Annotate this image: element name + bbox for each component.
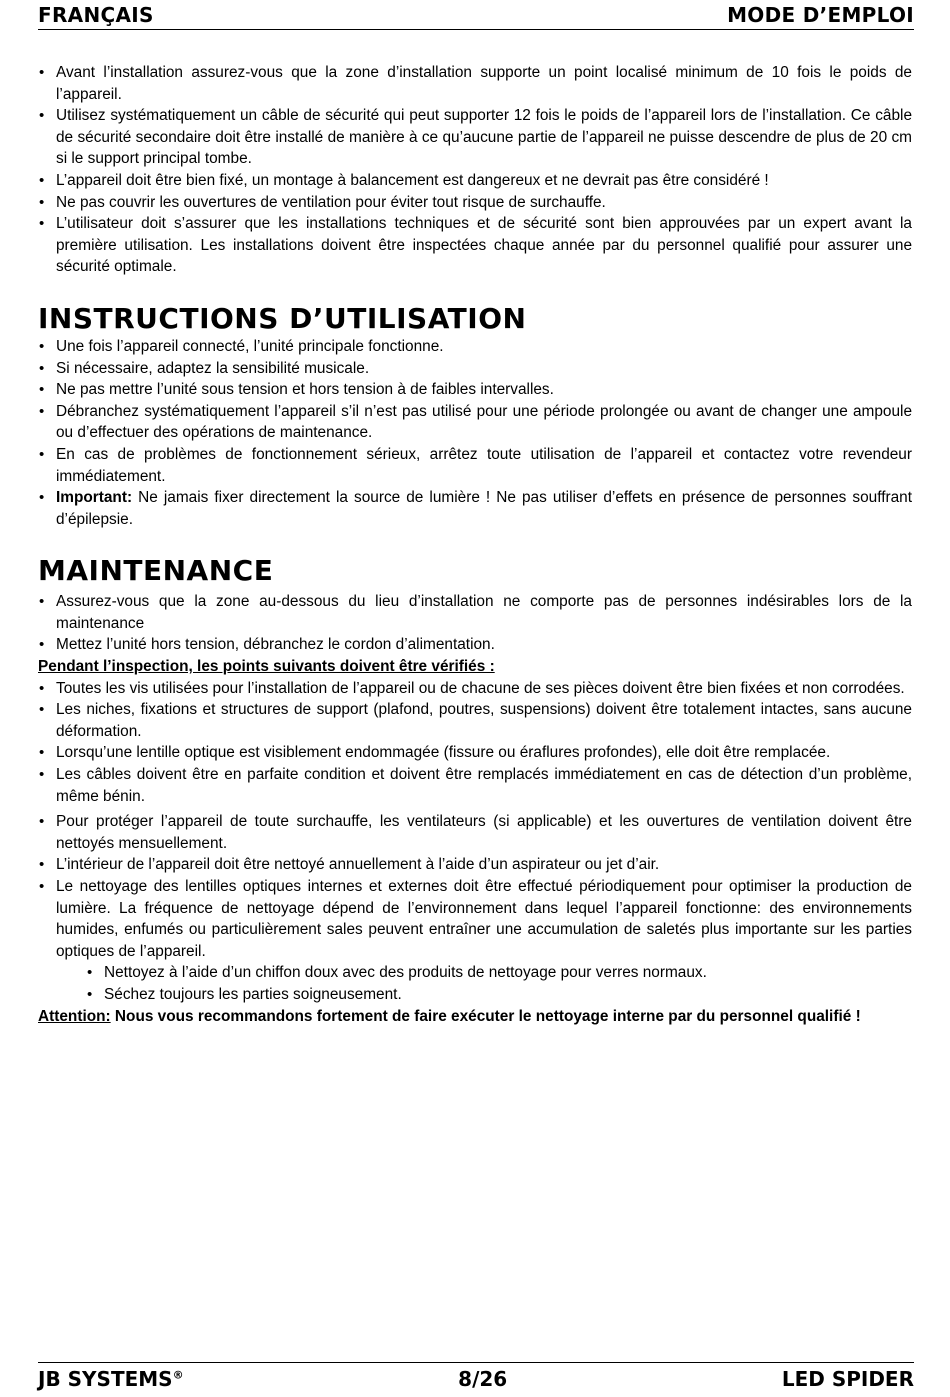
instructions-heading: INSTRUCTIONS D’UTILISATION — [38, 301, 527, 335]
header-language: FRANÇAIS — [38, 2, 154, 27]
intro-list — [38, 62, 912, 278]
list-item: • Une fois l’appareil connecté, l’unité principale fonctionne. — [38, 336, 912, 358]
maintenance-list — [38, 591, 912, 656]
footer-brand-wrap — [38, 1367, 184, 1391]
list-item: • Ne pas mettre l’unité sous tension et hors tension à de faibles intervalles. — [38, 379, 912, 401]
list-item: • L’intérieur de l’appareil doit être nettoyé annuellement à l’aide d’un aspirateur ou jet d’air. — [38, 854, 912, 876]
header-doc-type: MODE D’EMPLOI — [727, 2, 914, 27]
list-item: • Les câbles doivent être en parfaite condition et doivent être remplacés immédiatement en cas de détection d’un problème, même bénin. — [38, 764, 912, 807]
cleaning-list — [38, 811, 912, 962]
inspection-heading: Pendant l’inspection, les points suivants doivent être vérifiés : — [38, 658, 495, 676]
list-item: • Les niches, fixations et structures de support (plafond, poutres, suspensions) doivent être totalement intactes, sans aucune déformation. — [38, 699, 912, 742]
list-item: • L’appareil doit être bien fixé, un montage à balancement est dangereux et ne devrait pas être considéré ! — [38, 170, 912, 192]
list-item: • Le nettoyage des lentilles optiques internes et externes doit être effectué périodiquement pour optimiser la production de lumière. La fréquence de nettoyage dépend de l’environnement dans lequel l’appareil fonctionne: des environnements humides, enfumés ou particulièrement sales peuvent entraîner une accumulation de saletés plus importante sur les parties optiques de l’appareil. — [38, 876, 912, 962]
list-item: • L’utilisateur doit s’assurer que les installations techniques et de sécurité sont bien approuvées par un expert avant la première utilisation. Les installations doivent être inspectées chaque année par du personnel qualifié pour assurer une sécurité optimale. — [38, 213, 912, 278]
page-content — [38, 62, 912, 1027]
attention-label: Attention: — [38, 1007, 111, 1025]
registered-mark: ® — [172, 1368, 184, 1382]
list-item: • En cas de problèmes de fonctionnement sérieux, arrêtez toute utilisation de l’appareil et contactez votre revendeur immédiatement. — [38, 444, 912, 487]
sub-list-item: • Séchez toujours les parties soigneusement. — [86, 984, 912, 1006]
list-item: • Avant l’installation assurez-vous que la zone d’installation supporte un point localisé minimum de 10 fois le poids de l’appareil. — [38, 62, 912, 105]
attention-text: Nous vous recommandons fortement de faire exécuter le nettoyage interne par du personnel qualifié ! — [110, 1007, 861, 1025]
sub-list-item: • Nettoyez à l’aide d’un chiffon doux avec des produits de nettoyage pour verres normaux. — [86, 962, 912, 984]
important-item — [38, 487, 912, 530]
instructions-list — [38, 336, 912, 530]
page-footer — [38, 1362, 914, 1395]
list-item: • Utilisez systématiquement un câble de sécurité qui peut supporter 12 fois le poids de l’appareil lors de l’installation. Ce câble de sécurité secondaire doit être installé de manière à ce qu’aucune partie de l’appareil ne puisse descendre de plus de 20 cm si le support principal tombe. — [38, 105, 912, 170]
list-item: • Lorsqu’une lentille optique est visiblement endommagée (fissure ou éraflures profondes), elle doit être remplacée. — [38, 742, 912, 764]
attention-note — [38, 1006, 912, 1028]
footer-brand: JB SYSTEMS — [38, 1367, 173, 1391]
important-text: Ne jamais fixer directement la source de lumière ! Ne pas utiliser d’effets en présence de personnes souffrant d’épilepsie. — [56, 489, 912, 528]
list-item: • Assurez-vous que la zone au-dessous du lieu d’installation ne comporte pas de personnes indésirables lors de la maintenance — [38, 591, 912, 634]
footer-product: LED SPIDER — [781, 1367, 914, 1391]
list-item: • Débranchez systématiquement l’appareil s’il n’est pas utilisé pour une période prolongée ou avant de changer une ampoule ou d’effectuer des opérations de maintenance. — [38, 401, 912, 444]
maintenance-heading: MAINTENANCE — [38, 554, 274, 588]
inspection-list — [38, 678, 912, 808]
list-item: • Mettez l’unité hors tension, débranchez le cordon d’alimentation. — [38, 634, 912, 656]
list-item: • Ne pas couvrir les ouvertures de ventilation pour éviter tout risque de surchauffe. — [38, 192, 912, 214]
page-header — [38, 0, 914, 30]
page-number: 8/26 — [458, 1367, 508, 1391]
important-label: Important: — [56, 489, 133, 507]
list-item: • Pour protéger l’appareil de toute surchauffe, les ventilateurs (si applicable) et les ouvertures de ventilation doivent être nettoyés mensuellement. — [38, 811, 912, 854]
list-item: • Si nécessaire, adaptez la sensibilité musicale. — [38, 358, 912, 380]
cleaning-sub-list — [38, 962, 912, 1005]
list-item: • Toutes les vis utilisées pour l’installation de l’appareil ou de chacune de ses pièces doivent être bien fixées et non corrodées. — [38, 678, 912, 700]
